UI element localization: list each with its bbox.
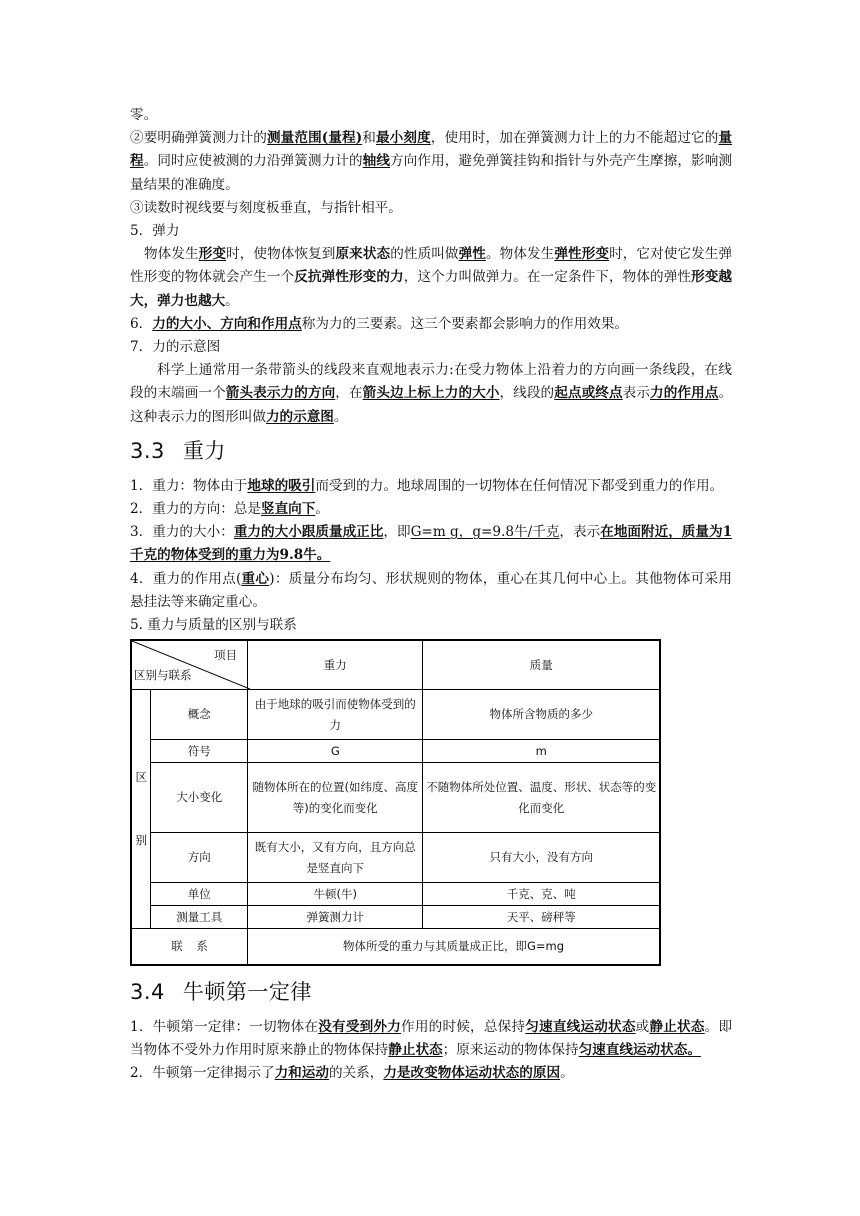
table-row <box>131 906 660 929</box>
paragraph-center-of-gravity <box>130 568 732 614</box>
row-group-label <box>131 690 151 929</box>
paragraph-newton-law <box>130 1016 732 1062</box>
section-heading-newton <box>130 976 732 1008</box>
text: 或 <box>635 1018 650 1035</box>
paragraph-force-diagram <box>130 359 732 429</box>
underlined-term: 力的示意图 <box>265 408 334 425</box>
underlined-term: 匀速直线运动状态 <box>525 1018 636 1035</box>
diagonal-header-cell <box>131 640 248 690</box>
underlined-term: 力和运动 <box>274 1065 329 1082</box>
underlined-term: 力的大小、方向和作用点 <box>152 315 302 332</box>
text: 7．力的示意图 <box>130 339 221 356</box>
text: 5. 重力与质量的区别与联系 <box>130 617 297 634</box>
relation-text: 物体所受的重力与其质量成正比，即G=mg <box>248 929 660 965</box>
paragraph-newton-meaning <box>130 1062 732 1085</box>
row-label: 符号 <box>151 740 248 763</box>
text: 的性质叫做 <box>390 246 459 263</box>
underlined-term: 静止状态 <box>649 1018 705 1035</box>
cell-gravity: 牛顿(牛) <box>248 883 423 906</box>
table-row <box>131 690 660 740</box>
text: 。即当物体不受外力作用时原来静止的物体保持 <box>130 1018 733 1058</box>
cell-gravity: 弹簧测力计 <box>248 906 423 929</box>
text: 2．重力的方向：总是 <box>130 501 261 518</box>
underlined-term: 力是改变物体运动状态的原因 <box>383 1065 561 1082</box>
paragraph-range <box>130 127 732 197</box>
cell-mass: 只有大小，没有方向 <box>423 833 660 883</box>
text: 6． <box>130 315 153 332</box>
underlined-term: 匀速直线运动状态。 <box>578 1041 701 1058</box>
text: 。 <box>333 408 348 425</box>
corner-bottom-label: 区别与联系 <box>134 668 192 683</box>
underlined-formula: G=m g，g=9.8牛/千克 <box>410 524 560 541</box>
text: 4．重力的作用点( <box>130 570 242 587</box>
bold-term: 形变越大，弹力也越大 <box>130 269 733 309</box>
row-label: 单位 <box>151 883 248 906</box>
paragraph-gravity-direction <box>130 498 732 521</box>
text: ，在 <box>335 385 363 402</box>
underlined-term: 弹性形变 <box>554 246 610 263</box>
underlined-term: 地球的吸引 <box>247 477 316 494</box>
text: ，这个力叫做弹力。在一定条件下，物体的弹性 <box>403 269 692 286</box>
text: 物体发生 <box>144 246 199 263</box>
text: 而受到的力。地球周围的一切物体在任何情况下都受到重力的作用。 <box>315 477 724 494</box>
table-row <box>131 883 660 906</box>
underlined-term: 形变 <box>198 246 227 263</box>
text: 。物体发生 <box>485 246 555 263</box>
text: 1．重力：物体由于 <box>130 477 248 494</box>
text: ，线段的 <box>499 385 555 402</box>
relation-label: 联 系 <box>131 929 248 965</box>
cell-gravity: G <box>248 740 423 763</box>
section-heading-gravity <box>130 435 732 467</box>
paragraph-elastic <box>130 243 732 313</box>
text: 。 <box>315 501 329 518</box>
cell-mass: 不随物体所处位置、温度、形状、状态等的变化而变化 <box>423 763 660 833</box>
underlined-term: 起点或终点 <box>554 385 623 402</box>
table-row <box>131 833 660 883</box>
cell-mass: m <box>423 740 660 763</box>
text: 表示 <box>622 385 651 402</box>
underlined-term: 重力的大小跟质量成正比 <box>233 524 384 541</box>
text: 1．牛顿第一定律：一切物体在 <box>130 1018 319 1035</box>
text: ，表示 <box>559 524 601 541</box>
text: ③读数时视线要与刻度板垂直，与指针相平。 <box>130 199 402 216</box>
table-row <box>131 763 660 833</box>
text: 5．弹力 <box>130 223 180 240</box>
heading-elastic-force <box>130 220 732 243</box>
corner-top-label: 项目 <box>214 648 238 663</box>
text: 时，它对使它发生弹性形变的物体就会产生一个 <box>130 246 733 286</box>
text: ②要明确弹簧测力计的 <box>130 130 267 147</box>
heading-force-diagram <box>130 336 732 359</box>
cell-gravity: 随物体所在的位置(如纬度、高度等)的变化而变化 <box>248 763 423 833</box>
paragraph-three-elements <box>130 313 732 336</box>
text: 和 <box>362 130 376 147</box>
underlined-term: 在地面附近，质量为1千克的物体受到的重力为9.8牛。 <box>130 524 733 564</box>
underlined-term: 静止状态 <box>388 1041 443 1058</box>
text: 。同时应使被测的力沿弹簧测力计的 <box>143 153 363 170</box>
text: 称为力的三要素。这三个要素都会影响力的作用效果。 <box>301 315 629 332</box>
cell-mass: 天平、磅秤等 <box>423 906 660 929</box>
text: 2．牛顿第一定律揭示了 <box>130 1065 275 1082</box>
text: 。这种表示力的图形叫做 <box>130 385 733 425</box>
underlined-term: 没有受到外力 <box>318 1018 402 1035</box>
bold-term: 原来状态 <box>335 246 391 263</box>
cell-mass: 物体所含物质的多少 <box>423 690 660 740</box>
text: 。 <box>560 1065 574 1082</box>
cell-gravity: 既有大小，又有方向，且方向总是竖直向下 <box>248 833 423 883</box>
text: ，使用时，加在弹簧测力计上的力不能超过它的 <box>430 130 719 147</box>
section-number: 3.3 <box>130 438 165 463</box>
underlined-term: 测量范围(量程) <box>266 130 363 147</box>
cell-gravity: 由于地球的吸引而使物体受到的力 <box>248 690 423 740</box>
underlined-term: 竖直向下 <box>261 501 316 518</box>
underlined-term: 最小刻度 <box>375 130 431 147</box>
column-header-mass: 质量 <box>423 640 660 690</box>
section-number: 3.4 <box>130 979 165 1004</box>
bold-term: 反抗弹性形变的力 <box>294 269 404 286</box>
paragraph-reading <box>130 197 732 220</box>
table-row-relation <box>131 929 660 965</box>
paragraph-zero <box>130 104 732 127</box>
table-row <box>131 740 660 763</box>
text: 。 <box>225 292 239 309</box>
paragraph-gravity-def <box>130 475 732 498</box>
column-header-gravity: 重力 <box>248 640 423 690</box>
text: ，即 <box>383 524 411 541</box>
underlined-term: 量程 <box>130 130 733 170</box>
text: 作用的时候，总保持 <box>401 1018 526 1035</box>
document-page <box>130 104 732 1085</box>
underlined-term: 弹性 <box>458 246 486 263</box>
text: 零。 <box>130 107 158 123</box>
underlined-term: 箭头表示力的方向 <box>225 385 336 402</box>
text: 的关系， <box>328 1065 384 1082</box>
gravity-mass-table <box>130 639 661 966</box>
text: 时，使物体恢复到 <box>226 246 336 263</box>
underlined-term: 轴线 <box>362 153 391 170</box>
row-label: 大小变化 <box>151 763 248 833</box>
underlined-term: 重心 <box>241 570 270 587</box>
underlined-term: 力的作用点 <box>650 385 719 402</box>
paragraph-table-caption <box>130 614 732 637</box>
row-label: 方向 <box>151 833 248 883</box>
paragraph-gravity-magnitude <box>130 521 732 567</box>
table-header-row <box>131 640 660 690</box>
underlined-term: 箭头边上标上力的大小 <box>362 385 500 402</box>
text: 科学上通常用一条带箭头的线段来直观地表示力:在受力物体上沿着力的方向画一条线段，在线段的末端画一个 <box>130 362 732 402</box>
row-label: 概念 <box>151 690 248 740</box>
qu-char: 区 <box>135 770 147 785</box>
cell-mass: 千克、克、吨 <box>423 883 660 906</box>
section-title: 重力 <box>182 438 226 463</box>
section-title: 牛顿第一定律 <box>182 979 312 1004</box>
bie-char: 别 <box>135 833 147 848</box>
text: 3．重力的大小： <box>130 524 234 541</box>
text: ；原来运动的物体保持 <box>442 1041 579 1058</box>
row-label: 测量工具 <box>151 906 248 929</box>
text: )：质量分布均匀、形状规则的物体，重心在其几何中心上。其他物体可采用悬挂法等来确定重心。 <box>130 570 733 610</box>
text: 方向作用，避免弹簧挂钩和指针与外壳产生摩擦，影响测量结果的准确度。 <box>130 153 733 193</box>
